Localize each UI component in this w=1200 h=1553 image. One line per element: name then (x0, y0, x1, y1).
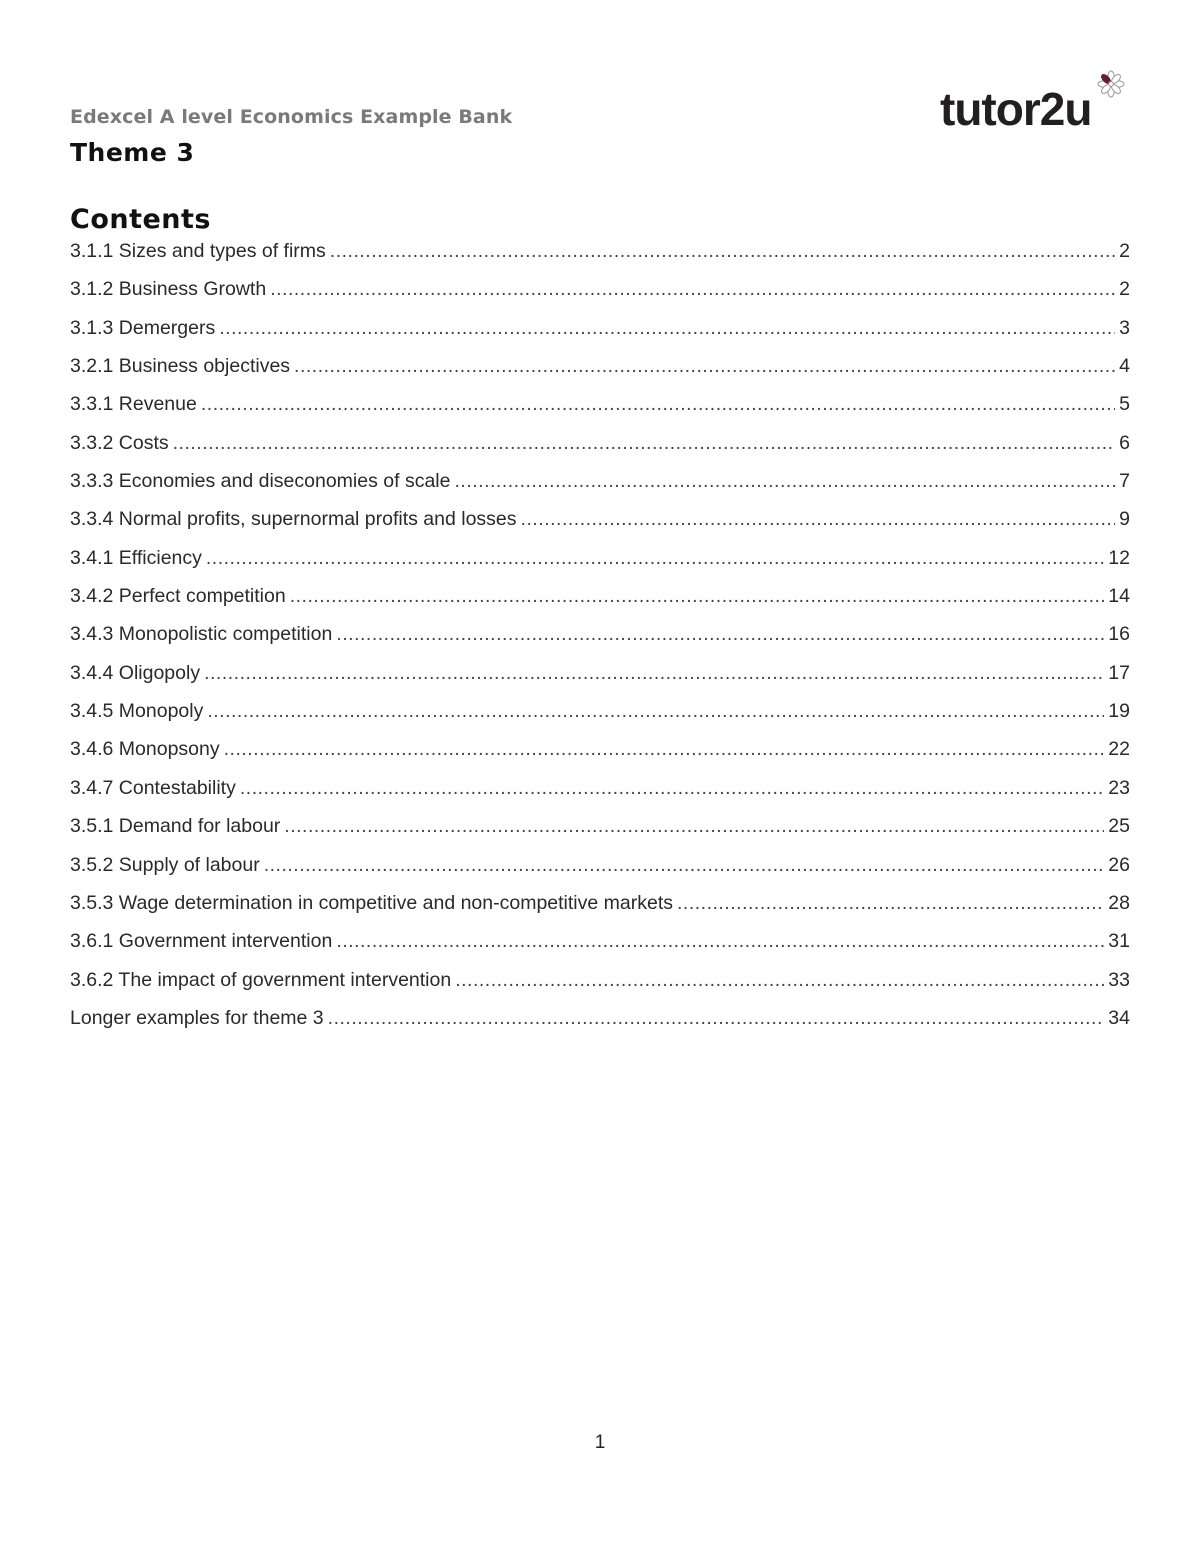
toc-entry[interactable] (70, 393, 1130, 431)
toc-entry-label: 3.5.2 Supply of labour (70, 853, 260, 876)
toc-entry[interactable] (70, 892, 1130, 930)
toc-entry-page-number: 34 (1108, 1006, 1130, 1029)
toc-entry-label: 3.4.6 Monopsony (70, 738, 220, 761)
toc-entry-page-number: 2 (1119, 240, 1130, 262)
toc-leader-dots (294, 355, 1115, 378)
toc-entry-label: Longer examples for theme 3 (70, 1006, 324, 1029)
toc-leader-dots (201, 393, 1115, 416)
toc-leader-dots (290, 585, 1105, 608)
toc-leader-dots (264, 854, 1105, 877)
toc-entry[interactable] (70, 432, 1130, 470)
toc-entry-label: 3.4.5 Monopoly (70, 700, 204, 723)
toc-leader-dots (270, 278, 1115, 301)
toc-entry-page-number: 9 (1119, 508, 1130, 531)
toc-entry-label: 3.3.2 Costs (70, 431, 169, 454)
toc-entry-page-number: 28 (1108, 891, 1130, 914)
toc-entry-page-number: 12 (1108, 546, 1130, 569)
toc-entry[interactable] (70, 278, 1130, 316)
toc-leader-dots (173, 432, 1116, 455)
toc-entry[interactable] (70, 969, 1130, 1007)
toc-entry-page-number: 33 (1108, 968, 1130, 991)
logo-text: tutor2u (940, 83, 1092, 135)
toc-entry-label: 3.3.3 Economies and diseconomies of scale (70, 470, 451, 493)
toc-entry-page-number: 26 (1108, 853, 1130, 876)
toc-entry[interactable] (70, 700, 1130, 738)
toc-entry-page-number: 5 (1119, 393, 1130, 416)
page-number: 1 (594, 1432, 606, 1453)
toc-entry[interactable] (70, 815, 1130, 853)
toc-entry[interactable] (70, 854, 1130, 892)
toc-entry[interactable] (70, 470, 1130, 508)
toc-leader-dots (336, 930, 1104, 953)
toc-leader-dots (240, 777, 1104, 800)
toc-leader-dots (330, 240, 1115, 263)
toc-entry[interactable] (70, 547, 1130, 585)
toc-leader-dots (207, 700, 1104, 723)
toc-entry-page-number: 25 (1108, 815, 1130, 838)
toc-entry[interactable] (70, 585, 1130, 623)
toc-entry-label: 3.3.1 Revenue (70, 393, 197, 416)
toc-leader-dots (336, 623, 1104, 646)
toc-entry-label: 3.4.4 Oligopoly (70, 661, 201, 684)
toc-entry-label: 3.4.7 Contestability (70, 776, 236, 799)
toc-entry-page-number: 22 (1108, 738, 1130, 761)
document-title: Theme 3 (70, 138, 195, 167)
toc-entry-page-number: 14 (1108, 585, 1130, 608)
toc-entry[interactable] (70, 662, 1130, 700)
toc-entry-page-number: 4 (1119, 355, 1130, 378)
toc-leader-dots (284, 815, 1104, 838)
toc-leader-dots (328, 1007, 1105, 1030)
toc-entry-label: 3.1.2 Business Growth (70, 278, 267, 301)
tutor2u-logo (940, 68, 1135, 138)
toc-entry-label: 3.1.3 Demergers (70, 316, 216, 339)
toc-leader-dots (204, 662, 1104, 685)
toc-entry-page-number: 31 (1108, 930, 1130, 953)
toc-entry-label: 3.4.2 Perfect competition (70, 585, 286, 608)
toc-entry-page-number: 17 (1108, 661, 1130, 684)
toc-entry-page-number: 6 (1119, 431, 1130, 454)
toc-leader-dots (224, 738, 1105, 761)
toc-entry[interactable] (70, 508, 1130, 546)
toc-entry-label: 3.5.1 Demand for labour (70, 815, 281, 838)
toc-entry[interactable] (70, 930, 1130, 968)
toc-leader-dots (219, 317, 1115, 340)
toc-leader-dots (521, 508, 1116, 531)
toc-entry[interactable] (70, 623, 1130, 661)
document-subtitle: Edexcel A level Economics Example Bank (70, 106, 513, 128)
flower-icon (1098, 71, 1124, 97)
contents-heading: Contents (70, 204, 212, 235)
toc-entry-label: 3.2.1 Business objectives (70, 355, 291, 378)
toc-entry-page-number: 2 (1119, 278, 1130, 301)
toc-entry[interactable] (70, 1007, 1130, 1045)
toc-entry-label: 3.6.2 The impact of government intervention (70, 968, 452, 991)
toc-entry-page-number: 16 (1108, 623, 1130, 646)
toc-entry-label: 3.4.3 Monopolistic competition (70, 623, 333, 646)
toc-leader-dots (677, 892, 1104, 915)
toc-entry-label: 3.5.3 Wage determination in competitive and non-competitive markets (70, 891, 673, 914)
toc-entry[interactable] (70, 738, 1130, 776)
toc-entry-page-number: 7 (1119, 470, 1130, 493)
toc-entry[interactable] (70, 777, 1130, 815)
toc-leader-dots (454, 470, 1115, 493)
toc-entry-label: 3.6.1 Government intervention (70, 930, 333, 953)
toc-leader-dots (455, 969, 1104, 992)
toc-entry-label: 3.4.1 Efficiency (70, 546, 202, 569)
toc-entry[interactable] (70, 317, 1130, 355)
toc-entry[interactable] (70, 240, 1130, 278)
toc-entry-label: 3.3.4 Normal profits, supernormal profits and losses (70, 508, 517, 531)
toc-entry[interactable] (70, 355, 1130, 393)
toc-entry-page-number: 23 (1108, 776, 1130, 799)
toc-leader-dots (206, 547, 1104, 570)
toc-entry-page-number: 19 (1108, 700, 1130, 723)
toc-entry-page-number: 3 (1119, 316, 1130, 339)
table-of-contents (70, 240, 1130, 1045)
toc-entry-label: 3.1.1 Sizes and types of firms (70, 240, 326, 262)
